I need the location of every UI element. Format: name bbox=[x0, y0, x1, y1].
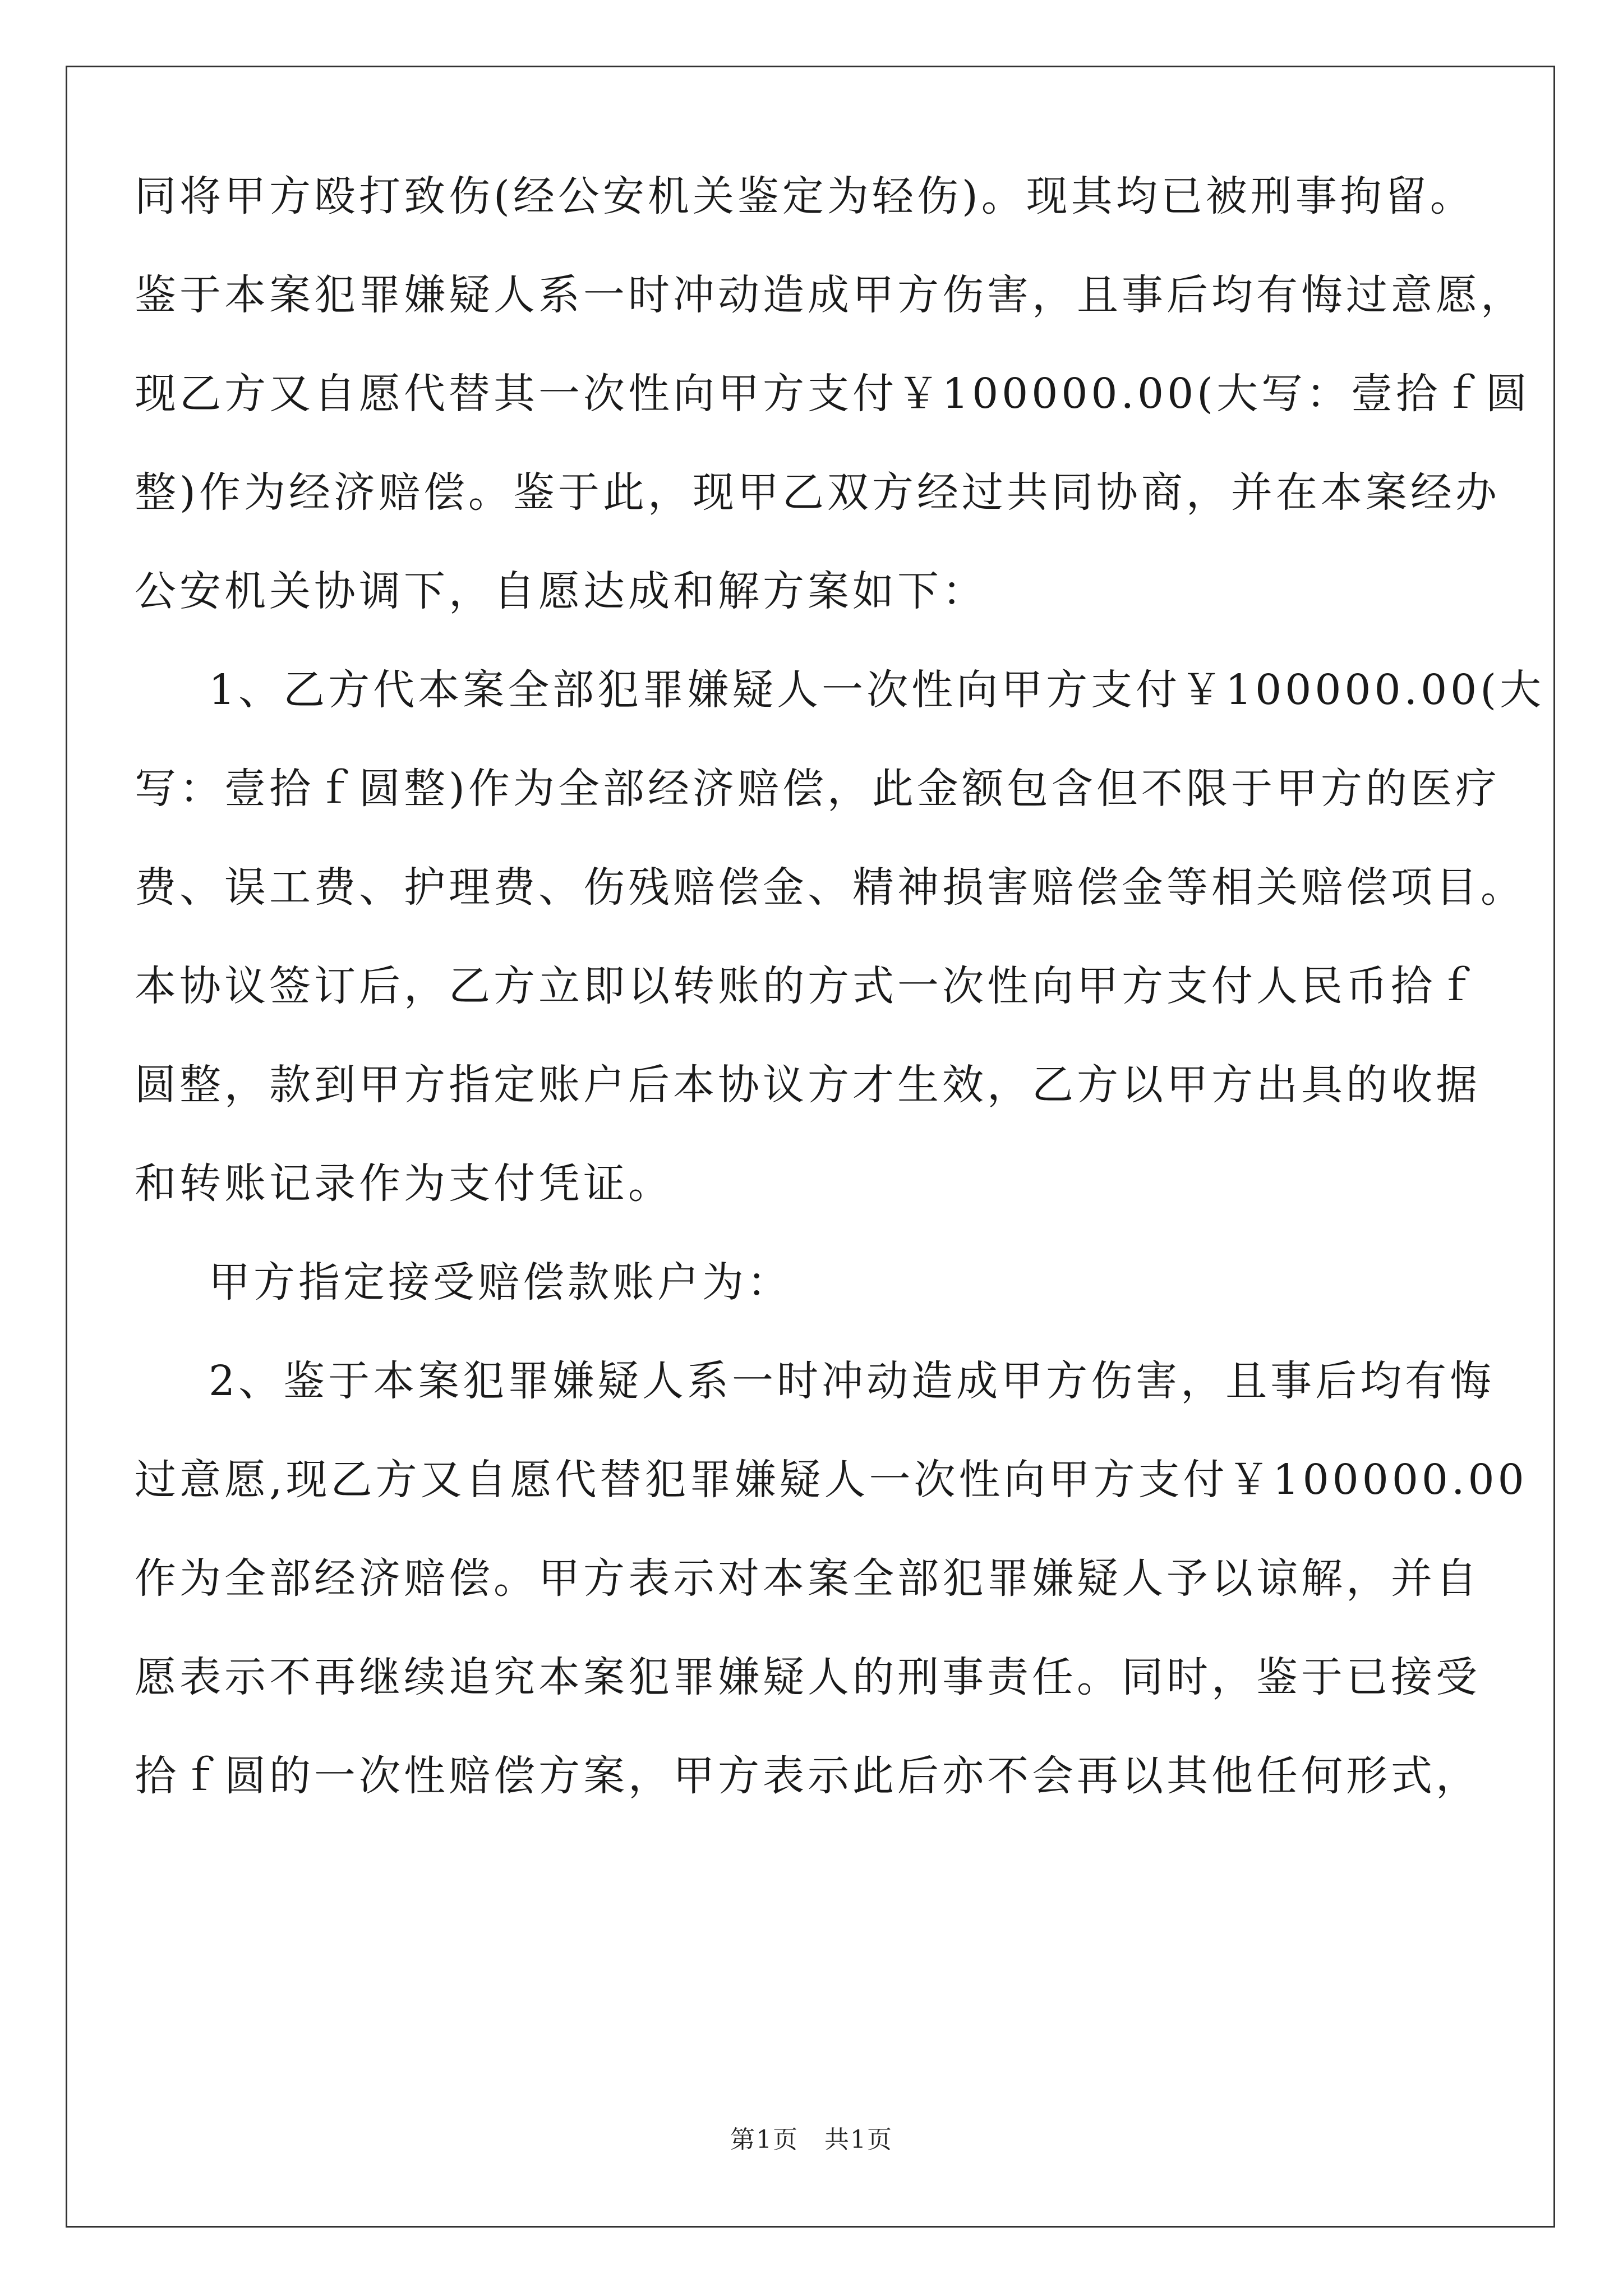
page-footer: 第1页 共1页 bbox=[730, 2125, 893, 2154]
text-line: 写：壹拾ｆ圆整)作为全部经济赔偿，此金额包含但不限于甲方的医疗 bbox=[135, 765, 1500, 813]
text-line-indented: 2、鉴于本案犯罪嫌疑人系一时冲动造成甲方伤害，且事后均有悔 bbox=[209, 1357, 1495, 1405]
text-line: 作为全部经济赔偿。甲方表示对本案全部犯罪嫌疑人予以谅解，并自 bbox=[135, 1554, 1481, 1603]
text-line: 和转账记录作为支付凭证。 bbox=[135, 1159, 673, 1208]
text-line: 愿表示不再继续追究本案犯罪嫌疑人的刑事责任。同时，鉴于已接受 bbox=[135, 1653, 1481, 1701]
text-line: 本协议签订后，乙方立即以转账的方式一次性向甲方支付人民币拾ｆ bbox=[135, 962, 1481, 1010]
text-line: 同将甲方殴打致伤(经公安机关鉴定为轻伤)。现其均已被刑事拘留。 bbox=[135, 172, 1475, 220]
text-line: 圆整，款到甲方指定账户后本协议方才生效，乙方以甲方出具的收据 bbox=[135, 1061, 1481, 1109]
text-line: 过意愿,现乙方又自愿代替犯罪嫌疑人一次性向甲方支付￥100000.00 bbox=[135, 1456, 1528, 1504]
text-line: 现乙方又自愿代替其一次性向甲方支付￥100000.00(大写：壹拾ｆ圆 bbox=[135, 370, 1531, 418]
text-line-indented: 甲方指定接受赔偿款账户为： bbox=[209, 1258, 792, 1306]
text-line: 费、误工费、护理费、伤残赔偿金、精神损害赔偿金等相关赔偿项目。 bbox=[135, 863, 1525, 912]
text-line: 公安机关协调下，自愿达成和解方案如下： bbox=[135, 567, 987, 615]
text-line: 拾ｆ圆的一次性赔偿方案，甲方表示此后亦不会再以其他任何形式， bbox=[135, 1752, 1481, 1800]
text-line: 整)作为经济赔偿。鉴于此，现甲乙双方经过共同协商，并在本案经办 bbox=[135, 468, 1500, 517]
text-line: 鉴于本案犯罪嫌疑人系一时冲动造成甲方伤害，且事后均有悔过意愿， bbox=[135, 271, 1525, 319]
text-line-indented: 1、乙方代本案全部犯罪嫌疑人一次性向甲方支付￥100000.00(大 bbox=[209, 666, 1545, 714]
